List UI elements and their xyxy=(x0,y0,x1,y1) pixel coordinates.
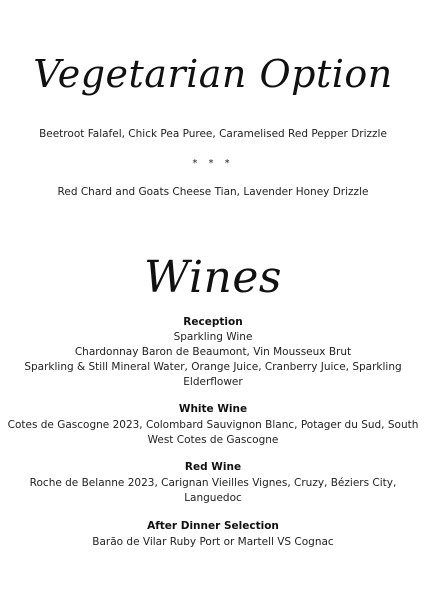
after-dinner-heading: After Dinner Selection xyxy=(147,520,279,532)
reception-heading: Reception xyxy=(183,316,243,328)
red-wine-heading: Red Wine xyxy=(184,461,242,473)
vegetarian-option-title: Vegetarian Option xyxy=(33,52,393,96)
reception-line: Sparkling Wine xyxy=(173,331,253,343)
vegetarian-main: Red Chard and Goats Cheese Tian, Lavender Honey Drizzle xyxy=(57,186,369,198)
white-wine-line: West Cotes de Gascogne xyxy=(147,434,279,446)
white-wine-heading: White Wine xyxy=(178,403,248,415)
red-wine-line: Languedoc xyxy=(184,492,242,504)
reception-line: Sparkling & Still Mineral Water, Orange Juice, Cranberry Juice, Sparkling xyxy=(24,361,402,373)
red-wine-line: Roche de Belanne 2023, Carignan Vieilles Vignes, Cruzy, Béziers City, xyxy=(29,477,397,489)
reception-line: Elderflower xyxy=(183,376,243,388)
white-wine-line: Cotes de Gascogne 2023, Colombard Sauvignon Blanc, Potager du Sud, South xyxy=(7,419,419,431)
vegetarian-starter: Beetroot Falafel, Chick Pea Puree, Caramelised Red Pepper Drizzle xyxy=(39,128,387,140)
wines-title: Wines xyxy=(144,252,282,303)
reception-line: Chardonnay Baron de Beaumont, Vin Mousseux Brut xyxy=(74,346,352,358)
course-separator: * * * xyxy=(192,158,234,169)
after-dinner-line: Barão de Vilar Ruby Port or Martell VS Cognac xyxy=(92,536,334,548)
